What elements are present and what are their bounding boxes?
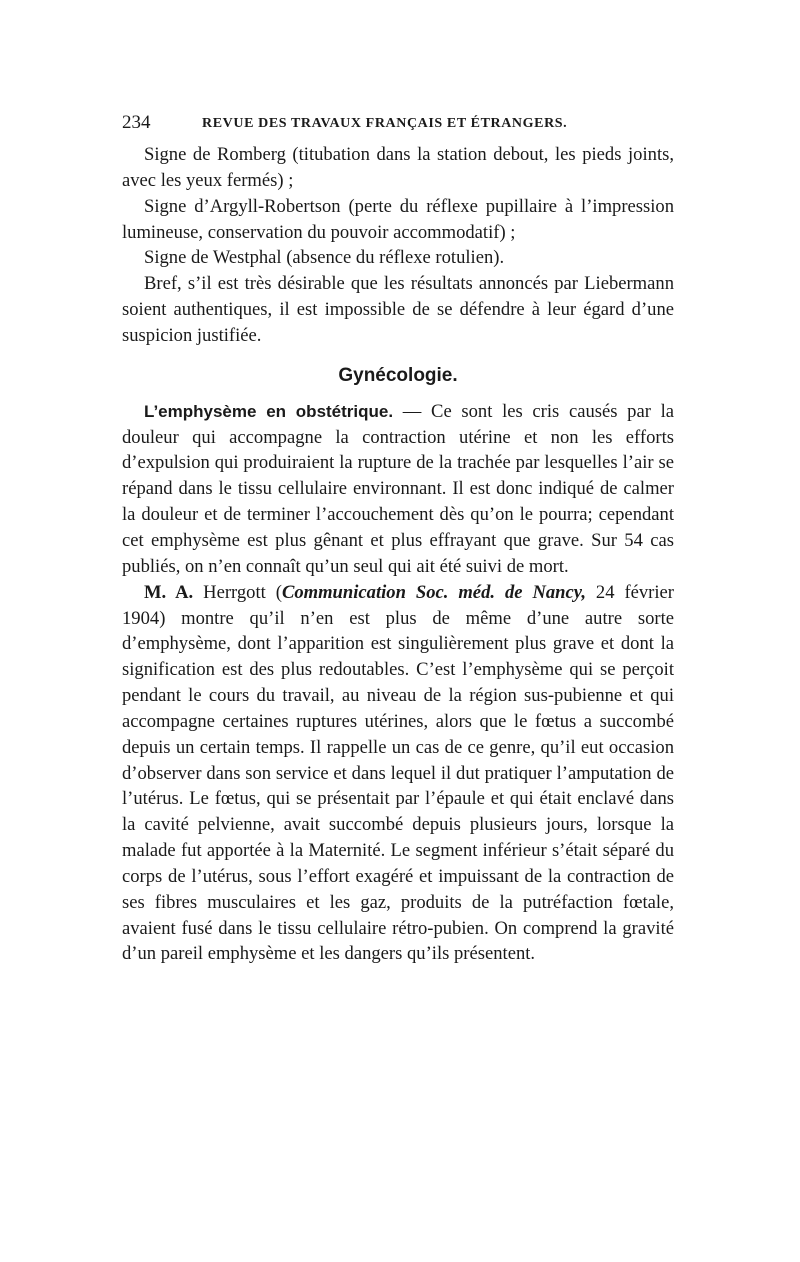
paragraph-westphal: Signe de Westphal (absence du réflexe rotulien). (144, 247, 505, 269)
author-initials: M. A. (144, 581, 194, 603)
paragraph-herrgott (122, 580, 674, 968)
author-name: Herrgott ( (193, 581, 282, 603)
citation: Communication Soc. méd. de Nancy, (281, 581, 586, 603)
paragraph-argyll-robertson: Signe d’Argyll-Robertson (perte du réflexe pupillaire à l’impression lumineuse, conservation du pouvoir accommodatif) ; (122, 195, 674, 243)
article-title: L’emphysème en obstétrique. (144, 401, 394, 421)
body-text (122, 142, 674, 967)
journal-page (122, 112, 674, 967)
running-title: REVUE DES TRAVAUX FRANÇAIS ET ÉTRANGERS. (202, 116, 568, 131)
paragraph-emphyseme-intro (122, 399, 674, 580)
paragraph-emphyseme-text: — Ce sont les cris causés par la douleur qui accompagne la contraction utérine et non les efforts d’expulsion qui produiraient la rupture de la trachée par lesquelles l’air se répand dans le tissu cellulaire environnant. Il est donc indiqué de calmer la douleur et de terminer l’accouchement dès qu’on le pourra; cependant cet emphysème est plus gênant et plus effrayant que grave. Sur 54 cas publiés, on n’en connaît qu’un seul qui ait été suivi de mort. (122, 400, 675, 577)
section-heading: Gynécologie. (338, 364, 458, 386)
paragraph-conclusion: Bref, s’il est très désirable que les résultats annoncés par Liebermann soient authentiques, il est impossible de se défendre à leur égard d’une suspicion justifiée. (122, 273, 674, 346)
page-number: 234 (122, 112, 151, 133)
running-head (122, 112, 674, 142)
paragraph-romberg: Signe de Romberg (titubation dans la station debout, les pieds joints, avec les yeux fermés) ; (122, 144, 674, 191)
paragraph-herrgott-text: 24 février 1904) montre qu’il n’en est plus de même d’une autre sorte d’emphysème, dont l’apparition est singulièrement plus grave et dont la signification est des plus redoutables. C’est l’emphysème qui se perçoit pendant le cours du travail, au niveau de la région sus-pubienne et qui accompagne certaines ruptures utérines, alors que le fœtus a succombé depuis un certain temps. Il rappelle un cas de ce genre, qu’il eut occasion d’observer dans son service et dans lequel il dut pratiquer l’amputation de l’utérus. Le fœtus, qui se présentait par l’épaule et qui était enclavé dans la cavité pelvienne, avait succombé depuis plusieurs jours, lorsque la malade fut apportée à la Maternité. Le segment inférieur s’était séparé du corps de l’utérus, sous l’effort exagéré et impuissant de la contraction de ses fibres musculaires et les gaz, produits de la putréfaction fœtale, avaient fusé dans le tissu cellulaire rétro-pubien. On comprend la gravité d’un pareil emphysème et les dangers qu’ils présentent. (122, 581, 674, 965)
